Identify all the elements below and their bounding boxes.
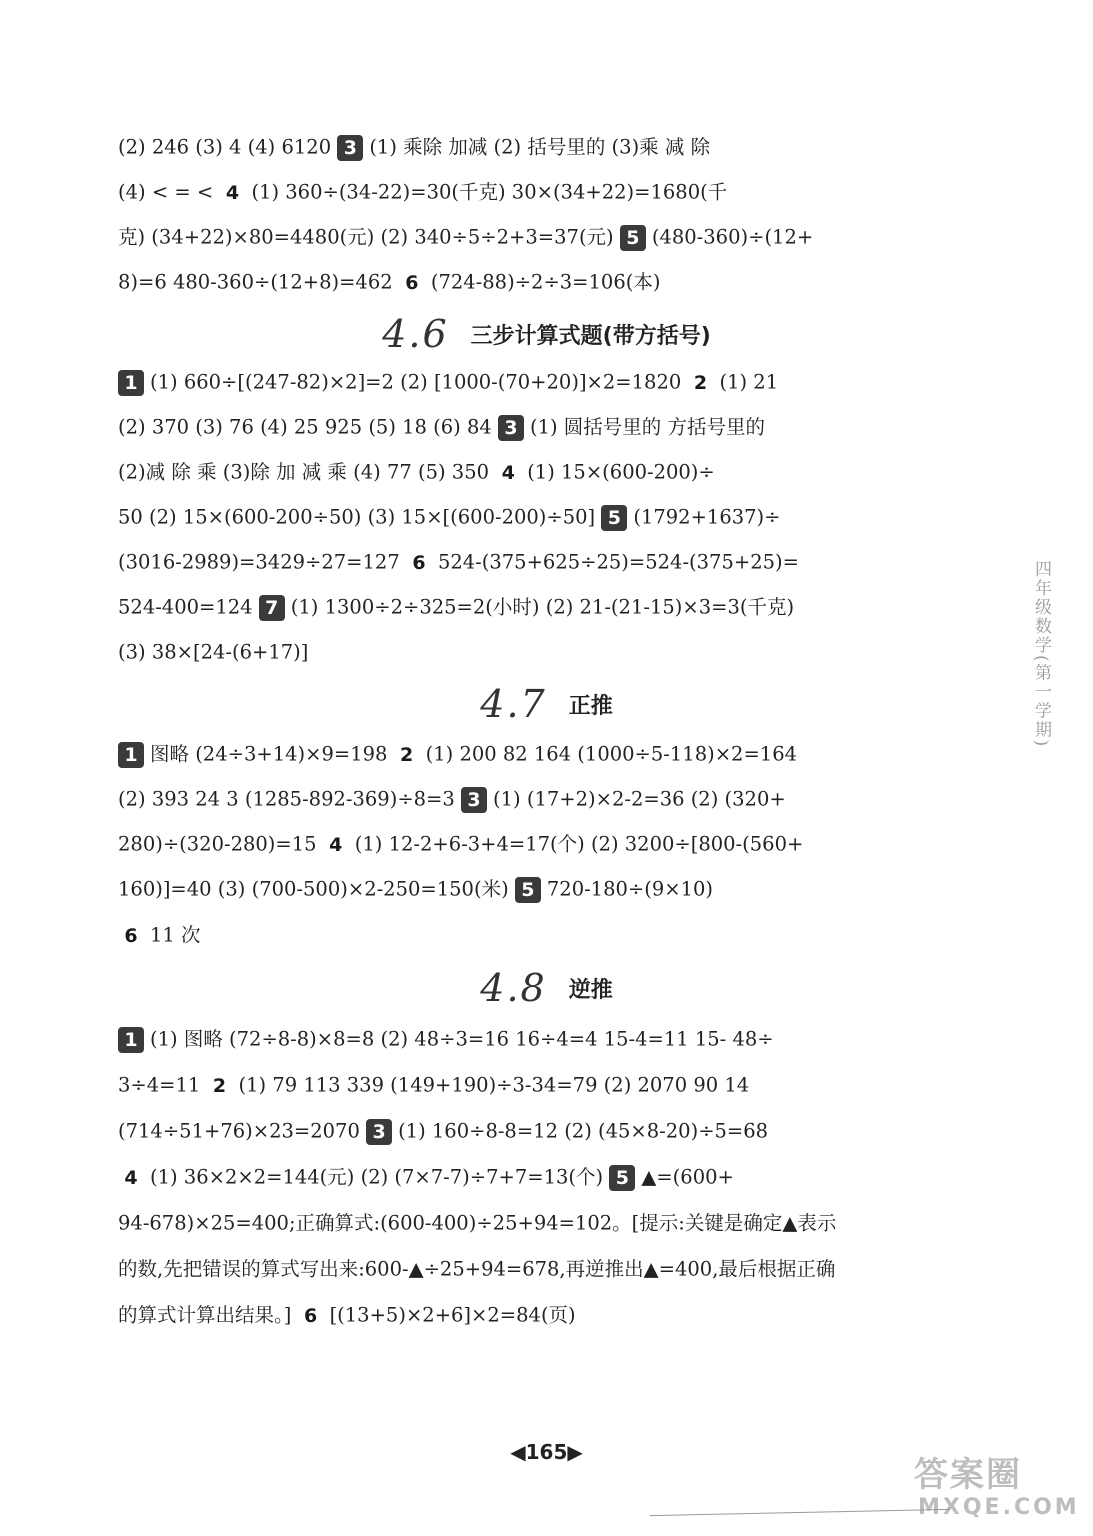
answer-line: [118, 737, 965, 771]
section-heading-4-7: [0, 680, 1093, 728]
answer-text: (1) 36×2×2=144(元) (2) (7×7-7)÷7+7=13(个): [150, 1165, 610, 1189]
section-title: 正推: [568, 694, 613, 719]
question-number-badge: 6: [405, 271, 419, 294]
answer-text: (1) 160÷8-8=12 (2) (45×8-20)÷5=68: [398, 1119, 769, 1143]
answer-text: 11 次: [150, 923, 201, 947]
answer-text: (1) 200 82 164 (1000÷5-118)×2=164: [425, 742, 798, 766]
answer-text: (1) 12-2+6-3+4=17(个) (2) 3200÷[800-(560+: [354, 832, 804, 856]
answer-text: 524-400=124: [118, 595, 259, 619]
answer-text: 94-678)×25=400;正确算式:(600-400)÷25+94=102。[提示:关键是确定▲表示: [118, 1211, 837, 1235]
question-number-badge: 7: [259, 595, 285, 621]
answer-line: [118, 590, 965, 624]
answer-text: [(13+5)×2+6]×2=84(页): [329, 1303, 576, 1327]
answer-text: 的算式计算出结果。]: [118, 1303, 298, 1327]
answer-text: (1) 360÷(34-22)=30(千克) 30×(34+22)=1680(千: [251, 180, 728, 204]
answer-text: 3÷4=11: [118, 1073, 207, 1097]
section-title: 三步计算式题(带方括号): [470, 324, 711, 349]
question-number-badge: 5: [601, 505, 627, 531]
answer-line: [118, 1114, 965, 1148]
answer-text: 的数,先把错误的算式写出来:600-▲÷25+94=678,再逆推出▲=400,最后根据正确: [118, 1257, 836, 1281]
section-title: 逆推: [568, 978, 613, 1003]
question-number-badge: 4: [329, 833, 343, 856]
answer-line: [118, 410, 965, 444]
answer-text: (1) (17+2)×2-2=36 (2) (320+: [493, 787, 786, 811]
watermark-top: 答案圈: [914, 1455, 1022, 1495]
answer-line: [118, 130, 965, 164]
answer-text: (1) 乘除 加减 (2) 括号里的 (3)乘 减 除: [369, 135, 711, 159]
question-number-badge: 2: [693, 371, 708, 394]
question-number-badge: 4: [124, 1166, 138, 1189]
answer-text: (480-360)÷(12+: [651, 225, 814, 249]
answer-text: 720-180÷(9×10): [546, 877, 714, 901]
answer-text: (4) < = <: [118, 180, 220, 204]
answer-line: [118, 455, 965, 489]
answer-text: (1) 79 113 339 (149+190)÷3-34=79 (2) 2070 90 14: [238, 1073, 750, 1097]
question-number-badge: 1: [118, 1027, 144, 1053]
watermark-bottom: MXQE.COM: [918, 1495, 1080, 1520]
answer-text: 160)]=40 (3) (700-500)×2-250=150(米): [118, 877, 515, 901]
answer-text: 50 (2) 15×(600-200÷50) (3) 15×[(600-200)÷50]: [118, 505, 602, 529]
answer-text: (1) 圆括号里的 方括号里的: [529, 415, 766, 439]
answer-line: [118, 1298, 965, 1332]
answer-line: [118, 635, 965, 669]
section-number: 4.7: [480, 682, 547, 726]
question-number-badge: 6: [303, 1304, 318, 1327]
answer-text: (1) 1300÷2÷325=2(小时) (2) 21-(21-15)×3=3(千克): [290, 595, 795, 619]
answer-text: (714÷51+76)×23=2070: [118, 1119, 367, 1143]
answer-line: [118, 782, 965, 816]
answer-line: [118, 1068, 965, 1102]
section-number: 4.8: [480, 966, 547, 1010]
answer-line: [118, 175, 965, 209]
answer-text: ▲=(600+: [641, 1165, 734, 1189]
answer-line: [118, 1022, 965, 1056]
question-number-badge: 5: [515, 877, 541, 903]
answer-text: 克) (34+22)×80=4480(元) (2) 340÷5÷2+3=37(元): [118, 225, 620, 249]
section-heading-4-6: [0, 310, 1093, 358]
question-number-badge: 2: [400, 743, 414, 766]
answer-line: [118, 220, 965, 254]
answer-line: [118, 1252, 965, 1286]
answer-text: (3016-2989)=3429÷27=127: [118, 550, 406, 574]
question-number-badge: 6: [412, 551, 426, 574]
answer-text: 280)÷(320-280)=15: [118, 832, 323, 856]
answer-line: [118, 265, 965, 299]
answer-line: [118, 500, 965, 534]
question-number-badge: 5: [620, 225, 646, 251]
page-number: ◀165▶: [510, 1440, 583, 1464]
answer-line: [118, 1160, 965, 1194]
section-heading-4-8: [0, 964, 1093, 1012]
answer-line: [118, 872, 965, 906]
question-number-badge: 3: [461, 787, 487, 813]
question-number-badge: 2: [212, 1074, 227, 1097]
answer-text: (3) 38×[24-(6+17)]: [118, 640, 309, 664]
answer-text: 8)=6 480-360÷(12+8)=462: [118, 270, 399, 294]
answer-text: (724-88)÷2÷3=106(本): [430, 270, 661, 294]
question-number-badge: 1: [118, 370, 144, 396]
answer-text: 524-(375+625÷25)=524-(375+25)=: [437, 550, 799, 574]
question-number-badge: 1: [118, 742, 144, 768]
answer-text: (1) 图略 (72÷8-8)×8=8 (2) 48÷3=16 16÷4=4 15-4=11 15- 48÷: [150, 1027, 774, 1051]
answer-text: (2) 393 24 3 (1285-892-369)÷8=3: [118, 787, 462, 811]
answer-text: (1) 15×(600-200)÷: [527, 460, 715, 484]
answer-text: (1792+1637)÷: [633, 505, 781, 529]
question-number-badge: 3: [337, 135, 363, 161]
question-number-badge: 4: [225, 181, 240, 204]
answer-text: (2) 246 (3) 4 (4) 6120: [118, 135, 338, 159]
answer-line: [118, 1206, 965, 1240]
answer-line: [118, 365, 965, 399]
answer-line: [118, 918, 965, 952]
question-number-badge: 3: [498, 415, 524, 441]
answer-text: (2) 370 (3) 76 (4) 25 925 (5) 18 (6) 84: [118, 415, 498, 439]
question-number-badge: 4: [501, 461, 515, 484]
question-number-badge: 5: [609, 1165, 635, 1191]
answer-text: (2)减 除 乘 (3)除 加 减 乘 (4) 77 (5) 350: [118, 460, 496, 484]
footer-rule: [650, 1509, 950, 1516]
answer-line: [118, 827, 965, 861]
question-number-badge: 3: [366, 1119, 392, 1145]
answer-text: 图略 (24÷3+14)×9=198: [150, 742, 394, 766]
answer-text: (1) 21: [719, 370, 779, 394]
section-number: 4.6: [382, 312, 449, 356]
watermark-logo: [914, 1455, 1082, 1527]
side-book-title: 四年级数学(第一学期): [1031, 560, 1051, 749]
answer-text: (1) 660÷[(247-82)×2]=2 (2) [1000-(70+20)]×2=1820: [150, 370, 688, 394]
question-number-badge: 6: [124, 924, 138, 947]
answer-line: [118, 545, 965, 579]
